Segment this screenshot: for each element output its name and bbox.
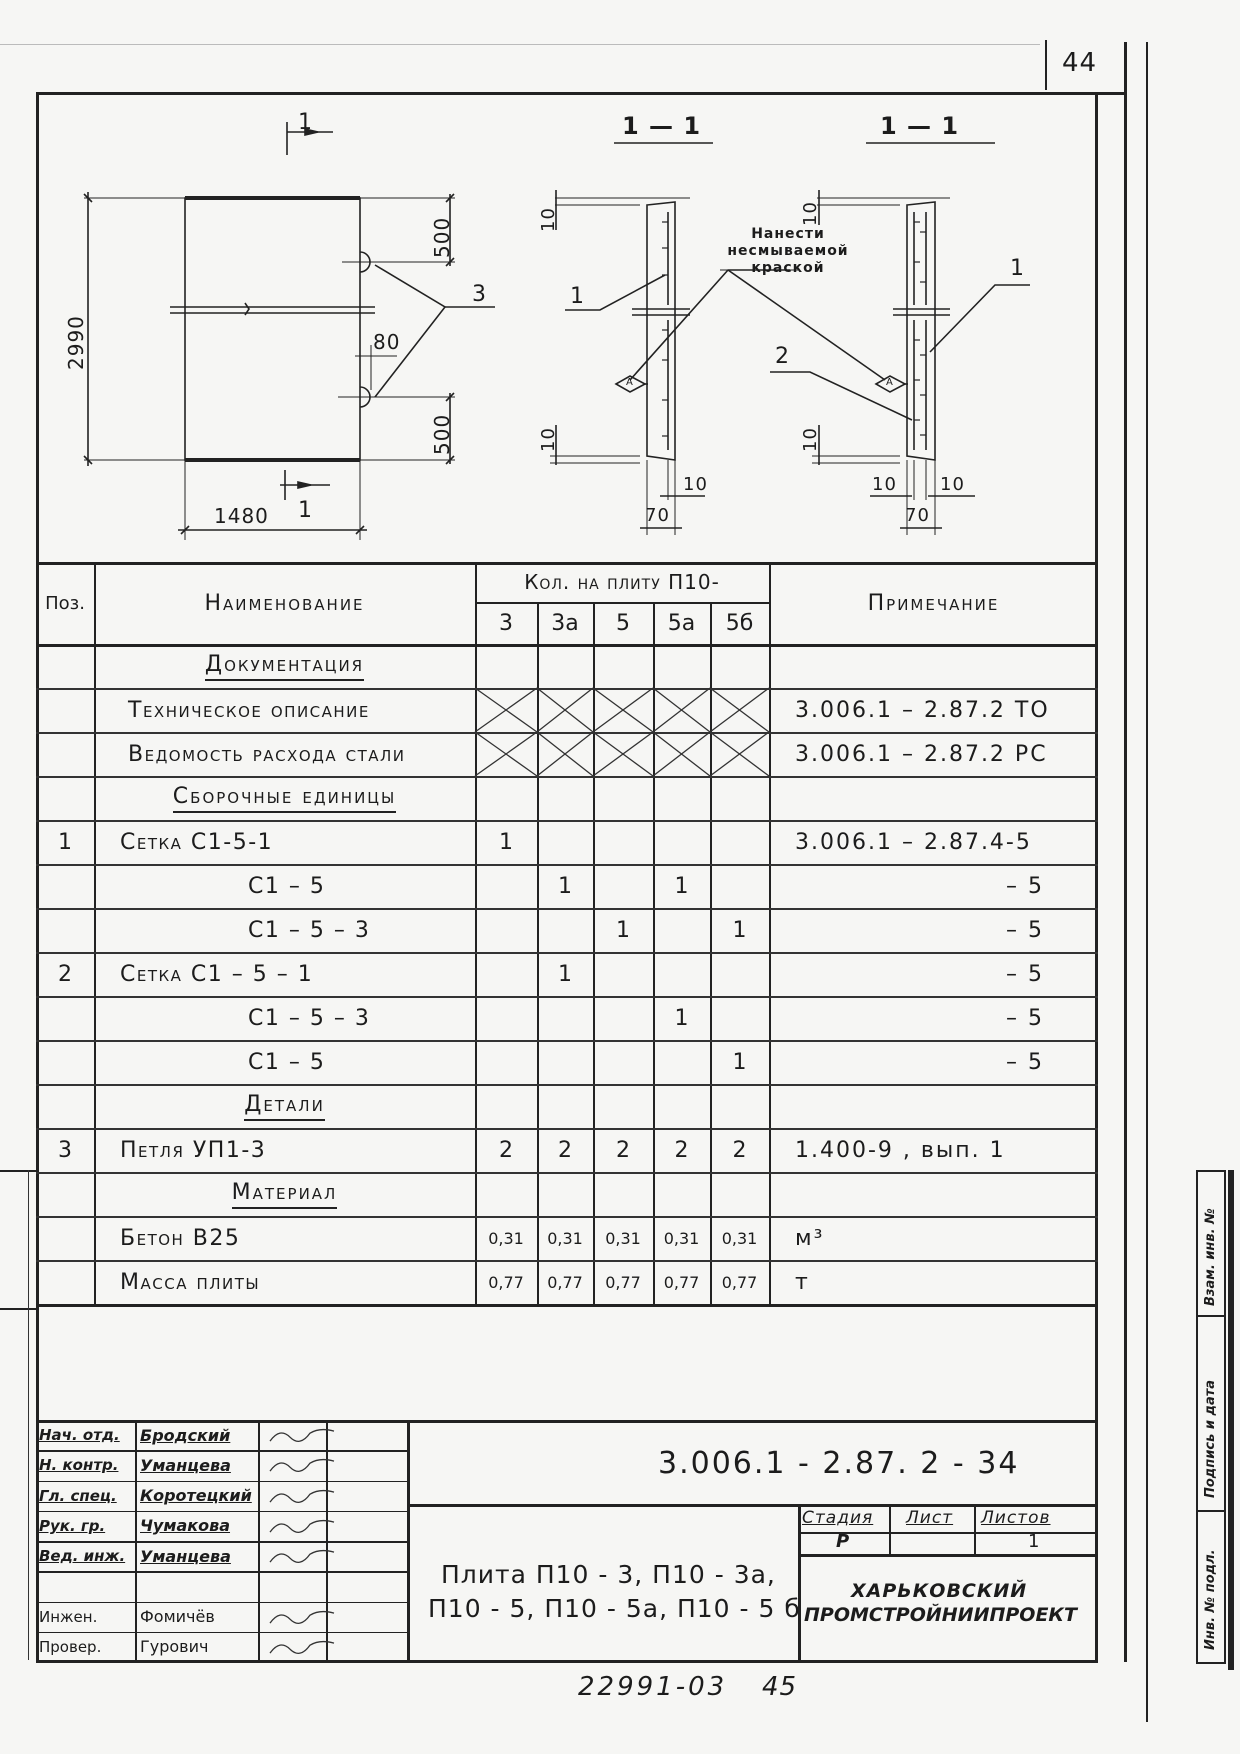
row-qty: 1 xyxy=(558,961,572,987)
sig-name: Гурович xyxy=(140,1637,209,1657)
row-qty: 0,77 xyxy=(547,1272,583,1292)
sig-name xyxy=(140,1571,255,1601)
section-heading: Детали xyxy=(244,1092,325,1121)
row-qty xyxy=(479,1084,533,1128)
left-binding-line xyxy=(28,1170,29,1660)
paint-note-line-3: краской xyxy=(751,260,825,276)
handwritten-signature-icon xyxy=(262,1481,342,1511)
section-right-callout-1: 1 xyxy=(1010,256,1025,281)
row-name: Масса плиты xyxy=(120,1269,261,1295)
section-right-dim-bottom: 10 xyxy=(800,427,821,452)
plan-callout-3: 3 xyxy=(472,282,487,307)
handwritten-signature-icon xyxy=(262,1450,342,1480)
stage-label: Стадия xyxy=(802,1508,874,1528)
section-heading: Материал xyxy=(232,1180,338,1209)
row-qty xyxy=(597,1172,649,1216)
row-pos: 1 xyxy=(58,829,72,855)
header-name: Наименование xyxy=(204,590,365,616)
tb-stage-block-left xyxy=(798,1504,801,1662)
cross-out-icon xyxy=(537,732,593,776)
sheets-label: Листов xyxy=(981,1508,1051,1528)
cross-out-icon xyxy=(475,732,537,776)
section-left-title: 1 — 1 xyxy=(622,112,702,140)
row-qty xyxy=(714,996,765,1040)
row-section-heading-cell xyxy=(98,1084,471,1128)
row-qty: 0,31 xyxy=(663,1228,700,1248)
right-edge-bar xyxy=(1228,1170,1234,1670)
row-qty: 0,31 xyxy=(488,1228,524,1248)
plan-dim-bottom-offset: 500 xyxy=(430,413,454,455)
cross-out-icon xyxy=(710,732,769,776)
handwritten-signature-icon xyxy=(262,1602,342,1632)
handwritten-signature-icon xyxy=(262,1632,342,1662)
row-qty xyxy=(597,952,649,996)
row-qty: 1 xyxy=(616,917,630,943)
row-section-heading-cell xyxy=(98,776,471,820)
header-qty-col: 3 xyxy=(499,610,513,636)
cross-out-icon xyxy=(653,688,710,732)
row-qty: 2 xyxy=(674,1137,689,1163)
row-note: – 5 xyxy=(1006,1049,1044,1075)
header-pos: Поз. xyxy=(45,592,85,614)
tb-stage-div1 xyxy=(889,1504,891,1554)
side-stamp-div2 xyxy=(1196,1510,1224,1512)
sig-name: Коротецкий xyxy=(140,1486,252,1506)
section-right-title: 1 — 1 xyxy=(880,112,960,140)
table-bottom-line xyxy=(36,1304,1098,1307)
row-qty xyxy=(657,644,706,688)
row-pos xyxy=(40,776,90,820)
row-qty xyxy=(479,864,533,908)
row-pos xyxy=(40,1172,90,1216)
sig-role: Гл. спец. xyxy=(39,1486,117,1505)
paint-note xyxy=(718,226,858,277)
product-title-line-2: П10 - 5, П10 - 5а, П10 - 5 б xyxy=(428,1594,801,1623)
row-qty xyxy=(657,952,706,996)
sig-name: Уманцева xyxy=(140,1546,231,1566)
row-qty xyxy=(541,908,589,952)
title-block xyxy=(36,1420,1098,1662)
header-qty-group: Кол. на плиту П10- xyxy=(524,570,720,594)
header-qty-col: 5б xyxy=(725,610,754,636)
sig-role: Н. контр. xyxy=(39,1456,119,1475)
section-views-drawing xyxy=(0,0,1240,560)
section-left-dim-width: 70 xyxy=(645,505,670,526)
header-note: Примечание xyxy=(867,590,1000,616)
sheet-label: Лист xyxy=(906,1508,954,1528)
handwritten-signature-icon xyxy=(262,1541,342,1571)
row-qty xyxy=(714,820,765,864)
sig-role: Нач. отд. xyxy=(39,1426,120,1445)
cross-out-icon xyxy=(475,688,537,732)
row-pos xyxy=(40,644,90,688)
row-note: – 5 xyxy=(1006,1005,1044,1031)
row-qty: 1 xyxy=(732,1049,747,1075)
sig-name: Уманцева xyxy=(140,1455,231,1475)
row-qty xyxy=(479,1172,533,1216)
row-pos xyxy=(40,908,90,952)
row-pos xyxy=(40,864,90,908)
row-pos xyxy=(40,1216,90,1260)
row-name: С1 – 5 – 3 xyxy=(248,917,371,943)
row-qty xyxy=(541,820,589,864)
row-qty: 2 xyxy=(616,1137,630,1163)
sheets-value: 1 xyxy=(1028,1531,1041,1552)
row-note: 3.006.1 – 2.87.2 РС xyxy=(795,741,1048,767)
sig-name: Фомичёв xyxy=(140,1607,215,1627)
row-note: т xyxy=(795,1269,810,1295)
row-qty: 0,31 xyxy=(721,1228,758,1248)
row-note: 1.400-9 , вып. 1 xyxy=(795,1137,1006,1163)
product-title-line-1: Плита П10 - 3, П10 - 3а, xyxy=(441,1560,776,1589)
row-qty xyxy=(714,952,765,996)
row-qty xyxy=(714,1172,765,1216)
corner-sheet-number: 44 xyxy=(1062,48,1098,78)
row-pos xyxy=(40,688,90,732)
row-pos xyxy=(40,996,90,1040)
row-note: 3.006.1 – 2.87.2 ТО xyxy=(795,697,1050,723)
row-qty xyxy=(714,776,765,820)
paint-note-line-1: Нанести xyxy=(751,226,825,242)
document-code: 3.006.1 - 2.87. 2 - 34 xyxy=(658,1446,1020,1481)
row-qty xyxy=(657,908,706,952)
row-qty xyxy=(597,1084,649,1128)
signature-table xyxy=(36,1420,407,1662)
row-note: – 5 xyxy=(1006,961,1044,987)
row-name: Техническое описание xyxy=(128,697,370,723)
row-name: Сетка С1 – 5 – 1 xyxy=(120,961,314,987)
row-qty xyxy=(479,776,533,820)
table-col-line xyxy=(94,562,96,1304)
row-qty: 1 xyxy=(558,873,572,899)
row-qty xyxy=(541,1040,589,1084)
row-qty: 1 xyxy=(674,1005,689,1031)
section-right-dim-left: 10 xyxy=(872,474,897,495)
side-stamp-label-inv: Инв. № подл. xyxy=(1203,1549,1218,1650)
row-qty xyxy=(479,908,533,952)
row-qty xyxy=(541,1172,589,1216)
row-qty: 2 xyxy=(499,1137,513,1163)
row-note xyxy=(773,644,1094,688)
row-qty xyxy=(657,1040,706,1084)
row-note xyxy=(773,1084,1094,1128)
row-name: Петля УП1-3 xyxy=(120,1137,267,1163)
row-pos xyxy=(40,1040,90,1084)
row-note: – 5 xyxy=(1006,917,1044,943)
footer-page: 45 xyxy=(762,1672,798,1702)
row-qty xyxy=(597,776,649,820)
organization-line-1: ХАРЬКОВСКИЙ xyxy=(851,1580,1028,1602)
plan-section-mark-top: 1 xyxy=(298,110,313,135)
row-pos: 3 xyxy=(58,1137,72,1163)
row-note xyxy=(773,1172,1094,1216)
row-qty: 0,31 xyxy=(547,1228,583,1248)
plan-dim-height: 2990 xyxy=(64,315,88,370)
paint-note-line-2: несмываемой xyxy=(727,243,849,259)
sig-name: Бродский xyxy=(140,1425,231,1445)
table-col-line xyxy=(475,562,477,1304)
left-binding-tick-2 xyxy=(0,1308,36,1310)
row-qty: 0,77 xyxy=(721,1272,758,1292)
row-qty xyxy=(479,1040,533,1084)
row-qty xyxy=(597,1040,649,1084)
header-qty-col: 5а xyxy=(667,610,696,636)
tb-code-bottom xyxy=(407,1504,1098,1507)
cross-out-icon xyxy=(653,732,710,776)
sig-name: Чумакова xyxy=(140,1516,231,1536)
header-qty-col: 3а xyxy=(551,610,579,636)
row-qty: 2 xyxy=(732,1137,747,1163)
section-heading: Документация xyxy=(205,652,364,681)
row-qty xyxy=(541,776,589,820)
cross-out-icon xyxy=(710,688,769,732)
row-name: Ведомость расхода стали xyxy=(128,741,406,767)
row-section-heading-cell xyxy=(98,644,471,688)
row-qty xyxy=(657,1084,706,1128)
section-right-dim-top: 10 xyxy=(800,201,821,226)
header-qty-col: 5 xyxy=(616,610,630,636)
tb-stage-bottom xyxy=(798,1554,1098,1557)
row-pos xyxy=(40,732,90,776)
row-name: С1 – 5 xyxy=(248,873,326,899)
stage-value: Р xyxy=(836,1531,851,1552)
sig-role: Рук. гр. xyxy=(39,1516,106,1535)
plan-dim-width: 1480 xyxy=(214,504,269,528)
side-stamp-div1 xyxy=(1196,1315,1224,1317)
section-right-dim-width: 70 xyxy=(905,505,930,526)
row-name: Сетка С1-5-1 xyxy=(120,829,274,855)
table-col-line xyxy=(769,562,771,1304)
row-note: 3.006.1 – 2.87.4-5 xyxy=(795,829,1032,855)
sig-role: Вед. инж. xyxy=(39,1547,126,1566)
row-qty: 2 xyxy=(558,1137,572,1163)
section-left-dim-right: 10 xyxy=(683,474,708,495)
tb-left-block-right xyxy=(407,1420,410,1662)
sig-role xyxy=(39,1571,132,1601)
cross-out-icon xyxy=(593,688,653,732)
row-section-heading-cell xyxy=(98,1172,471,1216)
tb-stage-div2 xyxy=(974,1504,976,1554)
section-left-dim-top: 10 xyxy=(538,207,559,232)
side-stamp-label-signature: Подпись и дата xyxy=(1203,1379,1218,1498)
section-right-callout-2: 2 xyxy=(775,344,790,369)
row-qty: 1 xyxy=(732,917,747,943)
row-name: Бетон В25 xyxy=(120,1225,241,1251)
handwritten-signature-icon xyxy=(262,1511,342,1541)
row-qty: 0,77 xyxy=(663,1272,700,1292)
row-qty: 0,31 xyxy=(605,1228,641,1248)
row-qty xyxy=(597,820,649,864)
marker-left-label: A xyxy=(626,377,634,388)
row-note xyxy=(773,776,1094,820)
row-qty: 1 xyxy=(499,829,513,855)
row-qty: 0,77 xyxy=(488,1272,524,1292)
cross-out-icon xyxy=(593,732,653,776)
row-name: С1 – 5 – 3 xyxy=(248,1005,371,1031)
row-pos xyxy=(40,1084,90,1128)
row-qty xyxy=(714,644,765,688)
sig-role: Инжен. xyxy=(39,1607,98,1626)
sig-role: Провер. xyxy=(39,1637,102,1656)
row-qty xyxy=(479,952,533,996)
row-qty: 1 xyxy=(674,873,689,899)
row-qty: 0,77 xyxy=(605,1272,641,1292)
row-qty xyxy=(597,864,649,908)
section-right-dim-right: 10 xyxy=(940,474,965,495)
row-pos: 2 xyxy=(58,961,72,987)
plan-dim-loop-offset: 80 xyxy=(373,330,401,354)
row-qty xyxy=(597,996,649,1040)
row-qty xyxy=(714,1084,765,1128)
row-note: – 5 xyxy=(1006,873,1044,899)
row-pos xyxy=(40,1260,90,1304)
row-qty xyxy=(597,644,649,688)
section-left-callout-1: 1 xyxy=(570,284,585,309)
row-qty xyxy=(657,776,706,820)
section-left-dim-bottom: 10 xyxy=(538,427,559,452)
cross-out-icon xyxy=(537,688,593,732)
row-qty xyxy=(541,644,589,688)
footer-code: 22991-03 xyxy=(578,1672,728,1702)
plan-dim-top-offset: 500 xyxy=(430,216,454,258)
specification-table xyxy=(36,562,1098,1304)
row-qty xyxy=(541,1084,589,1128)
organization-line-2: ПРОМСТРОЙНИИПРОЕКТ xyxy=(804,1604,1077,1626)
plan-section-mark-bottom: 1 xyxy=(298,498,313,523)
section-heading: Сборочные единицы xyxy=(173,784,396,813)
left-binding-tick xyxy=(0,1170,36,1172)
row-qty xyxy=(479,996,533,1040)
row-qty xyxy=(657,1172,706,1216)
row-qty xyxy=(657,820,706,864)
row-qty xyxy=(714,864,765,908)
handwritten-signature-icon xyxy=(262,1420,342,1450)
row-note: м³ xyxy=(795,1225,825,1251)
row-qty xyxy=(479,644,533,688)
marker-right-label: A xyxy=(886,377,894,388)
side-stamp-label-replaced: Взам. инв. № xyxy=(1203,1208,1218,1306)
row-name: С1 – 5 xyxy=(248,1049,326,1075)
row-qty xyxy=(541,996,589,1040)
